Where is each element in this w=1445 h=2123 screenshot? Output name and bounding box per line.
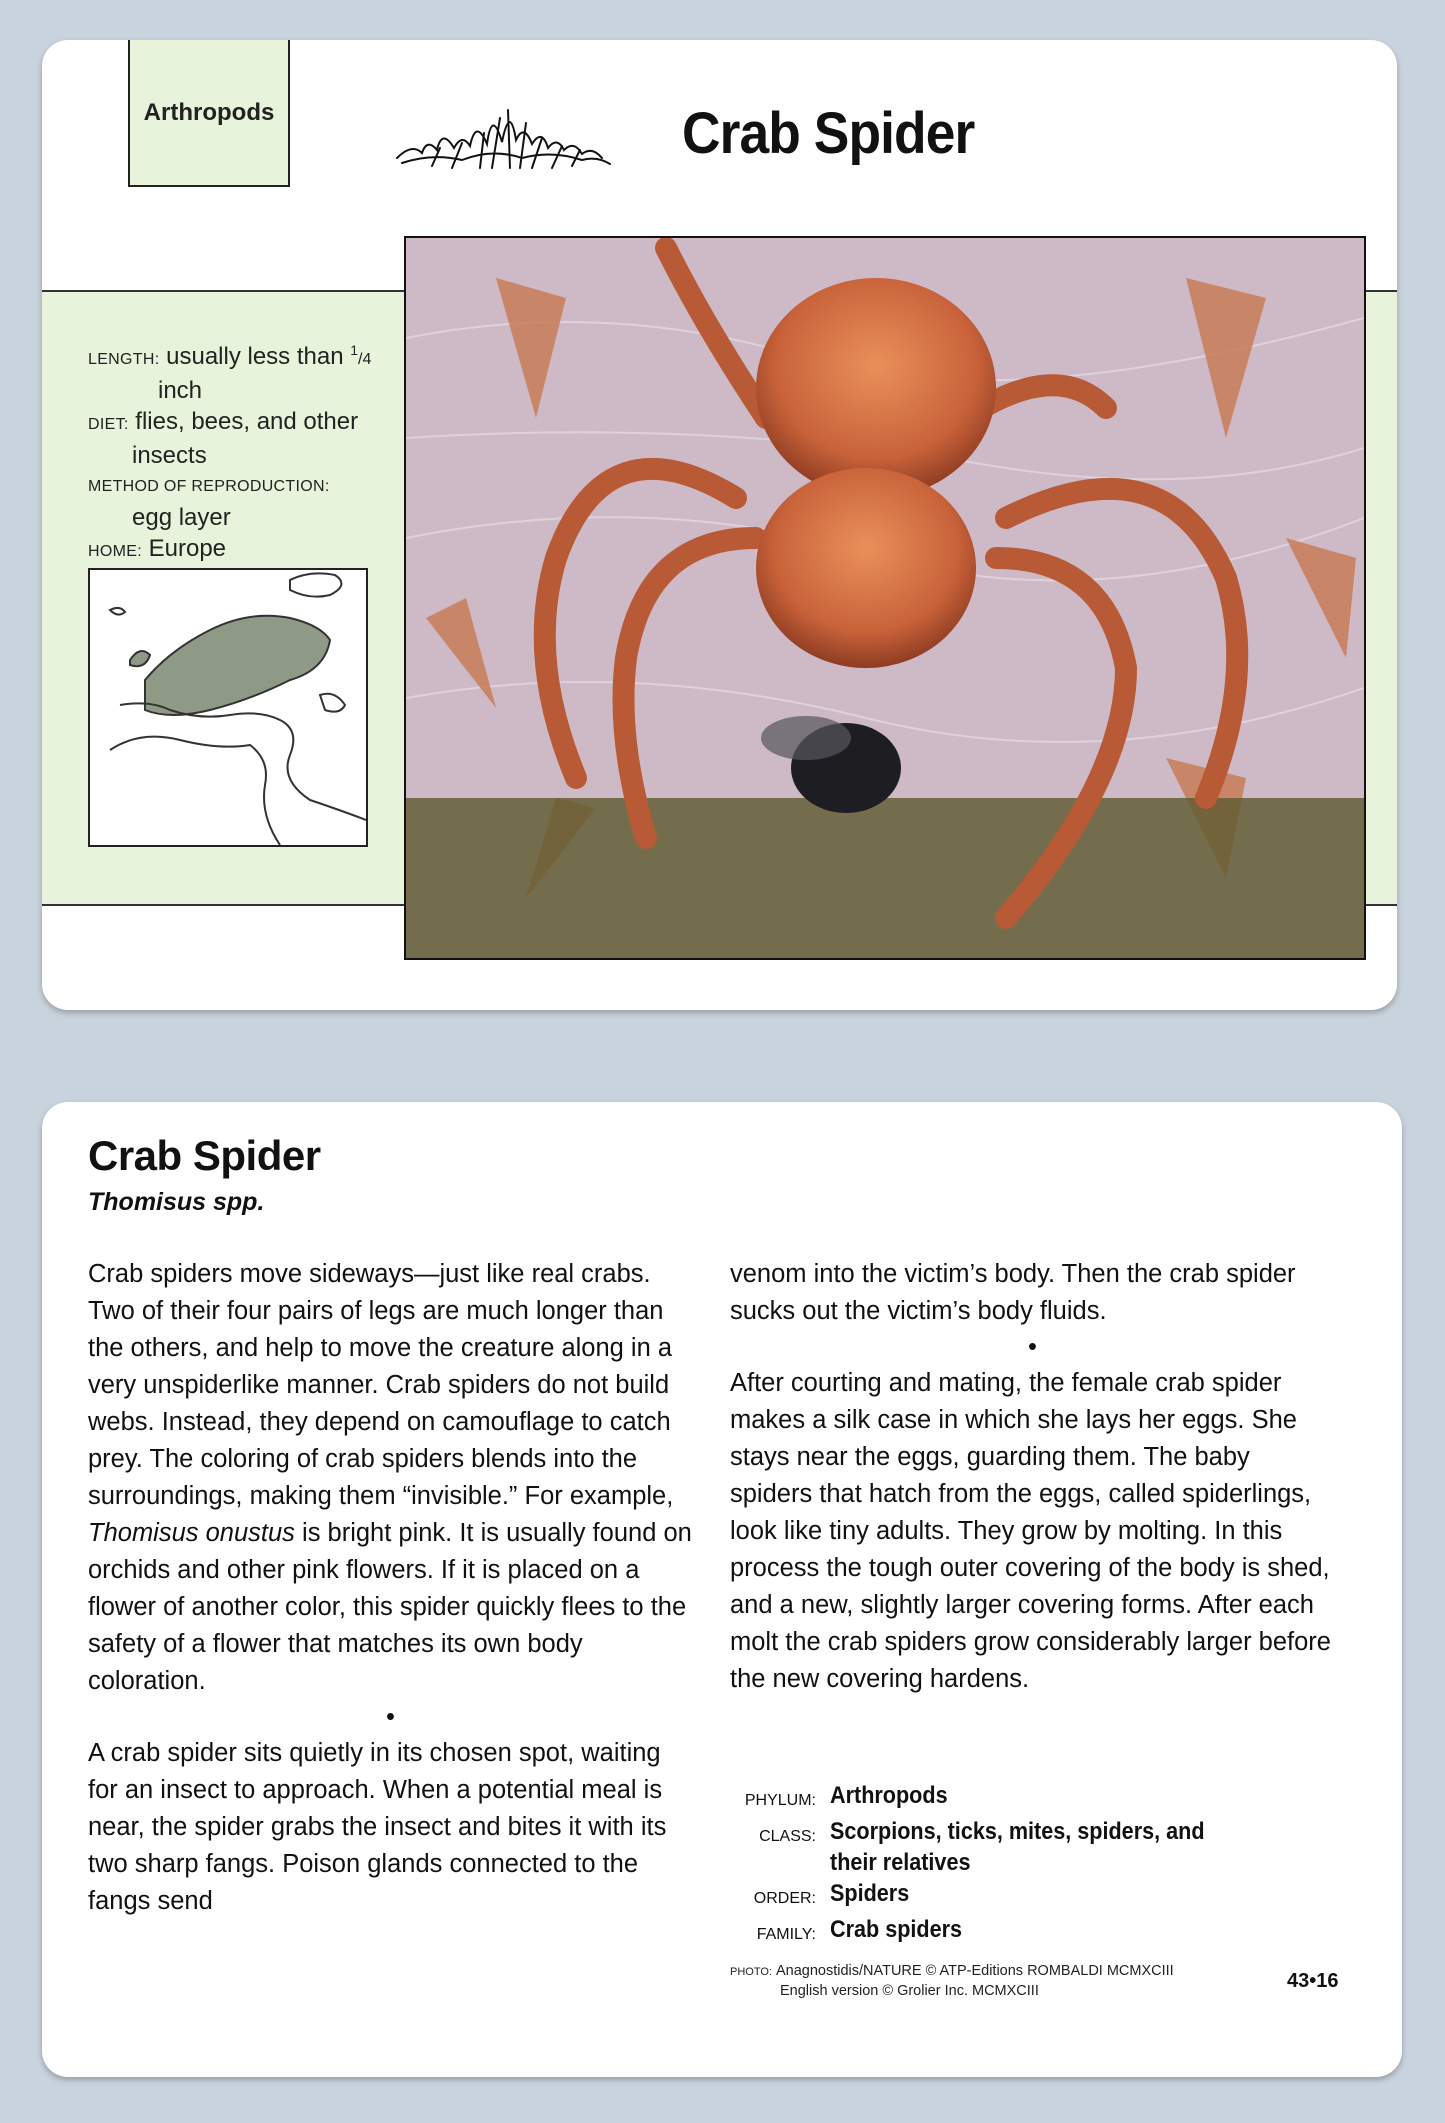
spider-photo — [404, 236, 1366, 960]
front-card — [42, 40, 1397, 1010]
paragraph-separator: • — [1028, 1333, 1037, 1361]
paragraph: venom into the victim’s body. Then the crab spider sucks out the victim’s body fluids. — [730, 1260, 1296, 1325]
photo-credits: PHOTO: Anagnostidis/NATURE © ATP-Editions ROMBALDI MCMXCIII English version © Grolier Inc. MCMXCIII — [730, 1963, 1174, 1999]
card-number: 43•16 — [1287, 1970, 1339, 1992]
length-value: usually less than — [166, 343, 351, 370]
back-title: Crab Spider — [88, 1132, 321, 1179]
home-label: HOME: — [88, 543, 142, 560]
stats-panel: LENGTH: usually less than $^1$/4 inch DIET: flies, bees, and other insects METHOD OF REPRODUCTION: egg layer HOME: Europe — [88, 335, 388, 567]
reproduction-label: METHOD OF REPRODUCTION: — [88, 478, 330, 495]
text-column-right — [730, 1256, 1335, 1698]
paragraph-separator: • — [386, 1703, 395, 1731]
home-value: Europe — [148, 535, 227, 562]
category-label: Arthropods — [128, 40, 290, 187]
range-map — [88, 568, 368, 847]
text-column-left — [88, 1256, 693, 1920]
diet-label: DIET: — [88, 416, 129, 433]
paragraph: After courting and mating, the female crab spider makes a silk case in which she lays her eggs. She stays near the eggs, guarding them. The baby spiders that hatch from the eggs, called spiderlings, look like tiny adults. They grow by molting. In this process the tough outer covering of the body is shed, and a new, slightly larger covering forms. After each molt the crab spiders grow considerably larger before the new covering hardens. — [730, 1369, 1331, 1693]
paragraph: Crab spiders move sideways—just like real crabs. Two of their four pairs of legs are much longer than the others, and help to move the creature along in a very unspiderlike manner. Crab spiders do not build webs. Instead, they depend on camouflage to catch prey. The coloring of crab spiders blends into the surroundings, making them “invisible.” For example, Thomisus onustus is bright pink. It is usually found on orchids and other pink flowers. If it is placed on a flower of another color, this spider quickly flees to the safety of a flower that matches its own body coloration. — [88, 1260, 692, 1695]
grass-icon — [392, 98, 617, 178]
diet-value: flies, bees, and other — [135, 408, 359, 435]
taxonomy-table — [742, 1780, 1262, 1950]
back-card — [42, 1102, 1402, 2077]
taxonomy-row: ORDER: Spiders — [753, 1880, 910, 1907]
paragraph: A crab spider sits quietly in its chosen spot, waiting for an insect to approach. When a potential meal is near, the spider grabs the insect and bites it with its two sharp fangs. Poison glands connected to the fangs send — [88, 1739, 667, 1915]
taxonomy-row: FAMILY: Crab spiders — [756, 1916, 963, 1943]
taxonomy-row: CLASS: Scorpions, ticks, mites, spiders, and their relatives — [759, 1818, 1205, 1876]
taxonomy-row: PHYLUM: Arthropods — [744, 1782, 948, 1809]
spider-illustration — [406, 238, 1364, 958]
length-label: LENGTH: — [88, 351, 160, 368]
scientific-name: Thomisus spp. — [88, 1188, 265, 1216]
reproduction-value: egg layer — [132, 504, 231, 531]
card-title: Crab Spider — [682, 101, 975, 166]
